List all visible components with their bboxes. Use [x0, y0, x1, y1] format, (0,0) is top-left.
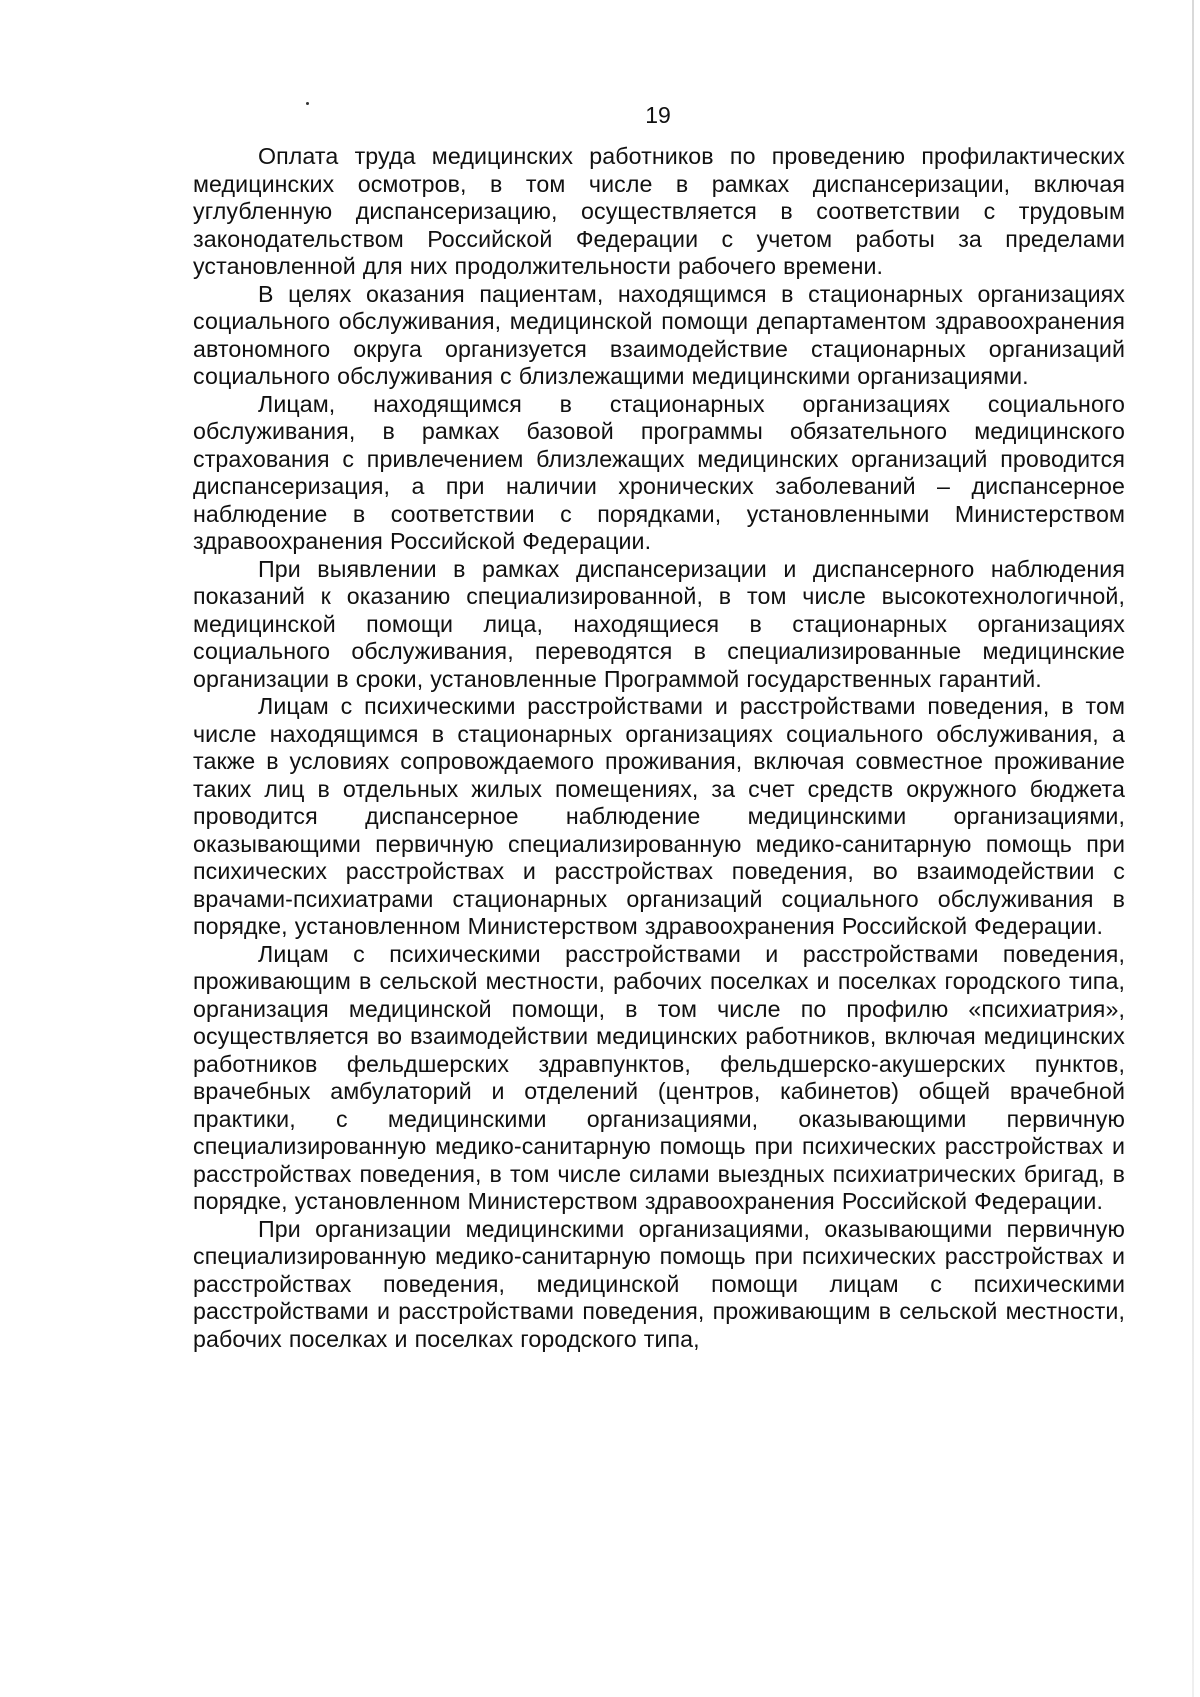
paragraph-screening: Лицам, находящимся в стационарных организациях социального обслуживания, в рамках базовой программы обязательного медицинского страхования с привлечением близлежащих медицинских организаций проводится диспансеризация, а при наличии хронических заболеваний – диспансерное наблюдение в соответствии с порядками, установленными Министерством здравоохранения Российской Федерации. — [193, 390, 1125, 554]
paragraph-mental-disorders-observation: Лицам с психическими расстройствами и расстройствами поведения, в том числе находящимся в стационарных организациях социального обслуживания, а также в условиях сопровождаемого проживания, включая совместное проживание таких лиц в отдельных жилых помещениях, за счет средств окружного бюджета проводится диспансерное наблюдение медицинскими организациями, оказывающими первичную специализированную медико-санитарную помощь при психических расстройствах и расстройствах поведения, во взаимодействии с врачами-психиатрами стационарных организаций социального обслуживания в порядке, установленном Министерством здравоохранения Российской Федерации. — [193, 693, 1125, 939]
paragraph-rural-mental-care: Лицам с психическими расстройствами и расстройствами поведения, проживающим в сельской местности, рабочих поселках и поселках городского типа, организация медицинской помощи, в том числе по профилю «психиатрия», осуществляется во взаимодействии медицинских работников, включая медицинских работников фельдшерских здравпунктов, фельдшерско-акушерских пунктов, врачебных амбулаторий и отделений (центров, кабинетов) общей врачебной практики, с медицинскими организациями, оказывающими первичную специализированную медико-санитарную помощь при психических расстройствах и расстройствах поведения, в том числе силами выездных психиатрических бригад, в порядке, установленном Министерством здравоохранения Российской Федерации. — [193, 940, 1125, 1214]
document-body — [193, 143, 1125, 1353]
paragraph-interaction: В целях оказания пациентам, находящимся в стационарных организациях социального обслуживания, медицинской помощи департаментом здравоохранения автономного округа организуется взаимодействие стационарных организаций социального обслуживания с близлежащими медицинскими организациями. — [193, 280, 1125, 389]
page-number: 19 — [645, 102, 671, 128]
paragraph-payment: Оплата труда медицинских работников по проведению профилактических медицинских осмотров, в том числе в рамках диспансеризации, включая углубленную диспансеризацию, осуществляется в соответствии с трудовым законодательством Российской Федерации с учетом работы за пределами установленной для них продолжительности рабочего времени. — [193, 143, 1125, 279]
paragraph-specialized-care: При выявлении в рамках диспансеризации и диспансерного наблюдения показаний к оказанию специализированной, в том числе высокотехнологичной, медицинской помощи лица, находящиеся в стационарных организациях социального обслуживания, переводятся в специализированные медицинские организации в сроки, установленные Программой государственных гарантий. — [193, 555, 1125, 692]
paragraph-organization-continued: При организации медицинскими организациями, оказывающими первичную специализированную медико-санитарную помощь при психических расстройствах и расстройствах поведения, медицинской помощи лицам с психическими расстройствами и расстройствами поведения, проживающим в сельской местности, рабочих поселках и поселках городского типа, — [193, 1215, 1125, 1352]
